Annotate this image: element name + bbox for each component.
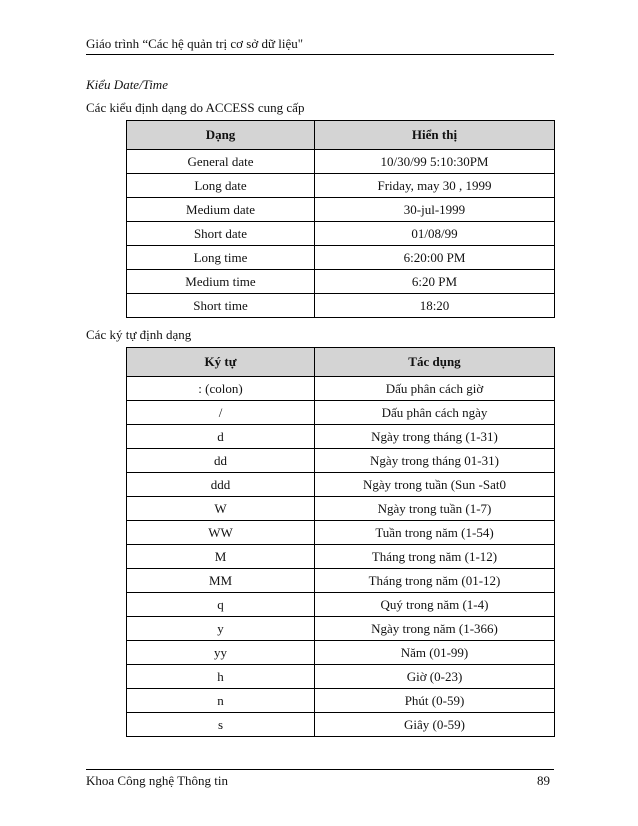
table-cell-key: WW xyxy=(127,521,315,545)
page-footer xyxy=(86,769,554,791)
table-row xyxy=(127,198,555,222)
header-title: Giáo trình “Các hệ quản trị cơ sở dữ liệu" xyxy=(86,36,304,51)
column-header-format: Dạng xyxy=(127,121,315,150)
table-cell-key: s xyxy=(127,713,315,737)
table-row xyxy=(127,641,555,665)
table-cell-value: Ngày trong tháng (1-31) xyxy=(315,425,555,449)
table-cell-key: dd xyxy=(127,449,315,473)
table-cell-value: 30-jul-1999 xyxy=(315,198,555,222)
table-row xyxy=(127,689,555,713)
table-row xyxy=(127,270,555,294)
table-cell-key: Medium date xyxy=(127,198,315,222)
table-row xyxy=(127,150,555,174)
table-row xyxy=(127,294,555,318)
table-row xyxy=(127,377,555,401)
table-cell-value: Quý trong năm (1-4) xyxy=(315,593,555,617)
page-header xyxy=(86,36,554,55)
table-row xyxy=(127,521,555,545)
table-cell-key: M xyxy=(127,545,315,569)
table-cell-value: Ngày trong năm (1-366) xyxy=(315,617,555,641)
table-cell-key: General date xyxy=(127,150,315,174)
table-header-row xyxy=(127,348,555,377)
table-cell-key: Medium time xyxy=(127,270,315,294)
table-cell-value: 10/30/99 5:10:30PM xyxy=(315,150,555,174)
table-cell-key: Long date xyxy=(127,174,315,198)
footer-department: Khoa Công nghệ Thông tin xyxy=(86,773,229,788)
table-cell-key: Short date xyxy=(127,222,315,246)
table-row xyxy=(127,222,555,246)
intro-text-characters: Các ký tự định dạng xyxy=(86,327,192,342)
table-cell-value: Dấu phân cách giờ xyxy=(315,377,555,401)
table-row xyxy=(127,449,555,473)
table-row xyxy=(127,473,555,497)
table-cell-value: Ngày trong tuần (Sun -Sat0 xyxy=(315,473,555,497)
table-row xyxy=(127,593,555,617)
table-cell-key: Short time xyxy=(127,294,315,318)
table-cell-value: Năm (01-99) xyxy=(315,641,555,665)
table-row xyxy=(127,401,555,425)
table-row xyxy=(127,497,555,521)
table-cell-key: / xyxy=(127,401,315,425)
table-cell-key: ddd xyxy=(127,473,315,497)
section-title: Kiểu Date/Time xyxy=(86,77,168,92)
format-characters-table xyxy=(126,347,555,737)
table-cell-key: y xyxy=(127,617,315,641)
table-row xyxy=(127,174,555,198)
table-cell-value: Giờ (0-23) xyxy=(315,665,555,689)
table-cell-value: Phút (0-59) xyxy=(315,689,555,713)
column-header-effect: Tác dụng xyxy=(315,348,555,377)
table-cell-value: 6:20:00 PM xyxy=(315,246,555,270)
table-cell-value: 6:20 PM xyxy=(315,270,555,294)
intro-text: Các kiểu định dạng do ACCESS cung cấp xyxy=(86,100,305,115)
table-cell-key: Long time xyxy=(127,246,315,270)
table-row xyxy=(127,425,555,449)
table-row xyxy=(127,617,555,641)
table-header-row xyxy=(127,121,555,150)
table-row xyxy=(127,665,555,689)
date-format-table xyxy=(126,120,555,318)
table-cell-value: Ngày trong tuần (1-7) xyxy=(315,497,555,521)
column-header-display: Hiển thị xyxy=(315,121,555,150)
table-cell-value: 01/08/99 xyxy=(315,222,555,246)
table-cell-key: h xyxy=(127,665,315,689)
table-cell-value: Friday, may 30 , 1999 xyxy=(315,174,555,198)
table-cell-key: W xyxy=(127,497,315,521)
table-cell-value: Dấu phân cách ngày xyxy=(315,401,555,425)
table-cell-value: Tháng trong năm (1-12) xyxy=(315,545,555,569)
table-cell-key: yy xyxy=(127,641,315,665)
table-row xyxy=(127,713,555,737)
table-cell-key: d xyxy=(127,425,315,449)
table-cell-key: n xyxy=(127,689,315,713)
column-header-character: Ký tự xyxy=(127,348,315,377)
table-row xyxy=(127,545,555,569)
table-cell-value: Ngày trong tháng 01-31) xyxy=(315,449,555,473)
table-row xyxy=(127,569,555,593)
table-cell-key: q xyxy=(127,593,315,617)
table-cell-key: : (colon) xyxy=(127,377,315,401)
table-cell-value: 18:20 xyxy=(315,294,555,318)
table-cell-value: Giây (0-59) xyxy=(315,713,555,737)
table-cell-value: Tháng trong năm (01-12) xyxy=(315,569,555,593)
page-number: 89 xyxy=(537,773,550,788)
table-cell-value: Tuần trong năm (1-54) xyxy=(315,521,555,545)
table-row xyxy=(127,246,555,270)
table-cell-key: MM xyxy=(127,569,315,593)
